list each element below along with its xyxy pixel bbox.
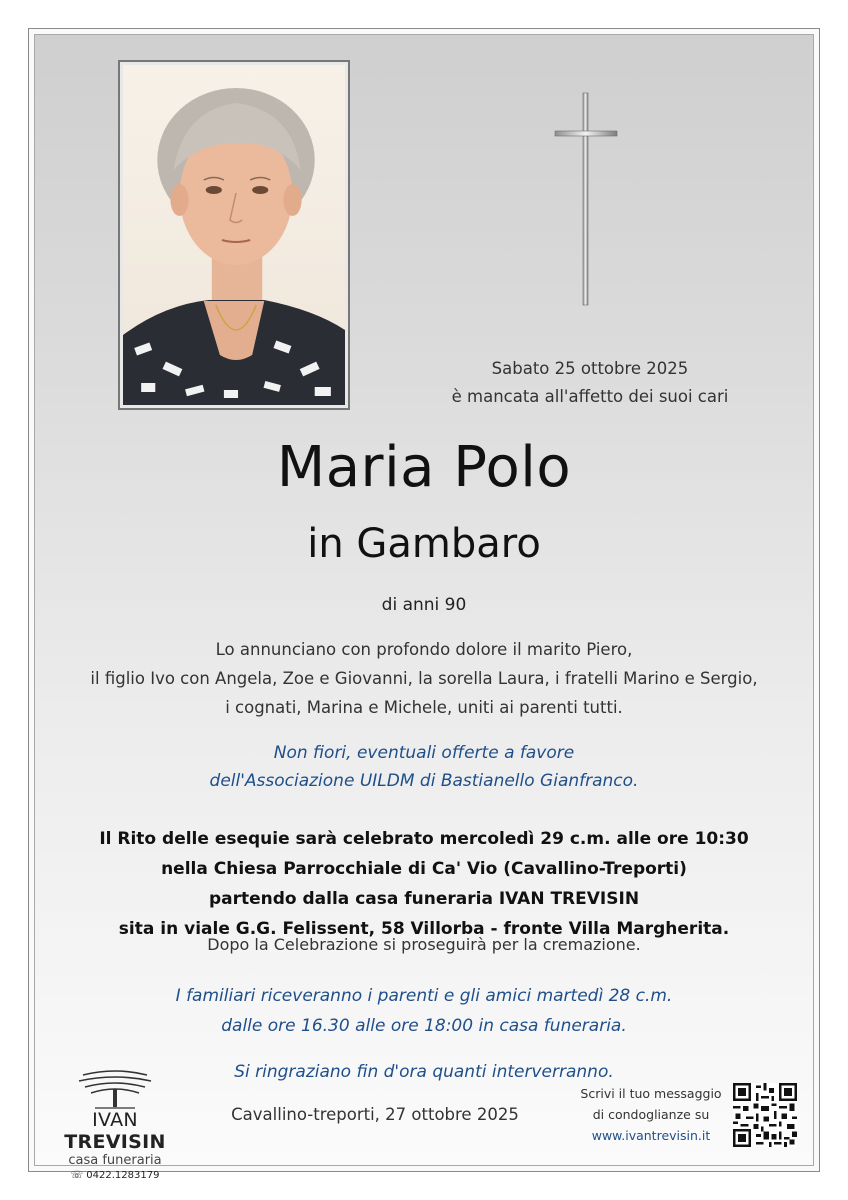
funeral-home-logo [45,1065,185,1184]
cross-icon [553,91,619,307]
flowers-line: dell'Associazione UILDM di Bastianello Gianfranco. [209,771,639,791]
passing-text: è mancata all'affetto dei suoi cari [451,387,729,406]
phone-icon: ☏ [70,1170,84,1181]
portrait-photo [118,60,350,410]
obituary-card [28,28,820,1181]
condolences-line: Scrivi il tuo messaggio [580,1086,722,1101]
portrait-image [123,65,345,405]
obituary-inner-frame [34,34,814,1181]
death-date: Sabato 25 ottobre 2025 [491,359,689,378]
brand-first: IVAN [92,1109,138,1131]
flowers-line: Non fiori, eventuali offerte a favore [273,743,575,763]
place-and-date: Cavallino-treporti, 27 ottobre 2025 [231,1105,519,1124]
qr-code-image [733,1083,797,1147]
rite-line: Il Rito delle esequie sarà celebrato mercoledì 29 c.m. alle ore 10:30 [99,829,749,849]
visit-line: dalle ore 16.30 alle ore 18:00 in casa funeraria. [221,1016,627,1036]
brand-second: TREVISIN [64,1131,166,1153]
tree-logo-icon [75,1065,155,1109]
deceased-name: Maria Polo [276,435,572,500]
funeral-home-subtitle: casa funeraria [68,1153,162,1168]
rite-line: partendo dalla casa funeraria IVAN TREVISIN [208,889,640,909]
visit-line: I familiari riceveranno i parenti e gli amici martedì 28 c.m. [175,986,673,1006]
deceased-age: di anni 90 [381,595,467,615]
thanks-note: Si ringraziano fin d'ora quanti interverranno. [234,1062,614,1082]
rite-line: nella Chiesa Parrocchiale di Ca' Vio (Cavallino-Treporti) [161,859,687,879]
condolences-block [577,1083,725,1146]
condolences-line: di condoglianze su [592,1107,710,1122]
rite-line: sita in viale G.G. Felissent, 58 Villorba - fronte Villa Margherita. [118,919,730,939]
death-date-block [415,355,765,411]
visitation-note [35,981,813,1041]
phone-number: 0422.1283179 [86,1170,160,1181]
funeral-home-name [45,1109,185,1153]
flowers-note [35,739,813,795]
cremation-note: Dopo la Celebrazione si proseguirà per la cremazione. [207,935,641,954]
announcement-line: il figlio Ivo con Angela, Zoe e Giovanni, la sorella Laura, i fratelli Marino e Sergio, [90,669,758,688]
qr-code-icon[interactable] [733,1083,797,1147]
announcement-line: i cognati, Marina e Michele, uniti ai parenti tutti. [225,698,623,717]
married-name: in Gambaro [307,521,541,567]
website-link[interactable]: www.ivantrevisin.it [591,1128,711,1143]
announcement-line: Lo annunciano con profondo dolore il marito Piero, [215,640,633,659]
announcement-text [35,635,813,722]
funeral-rite-details [35,824,813,944]
funeral-home-phone[interactable] [45,1168,185,1184]
